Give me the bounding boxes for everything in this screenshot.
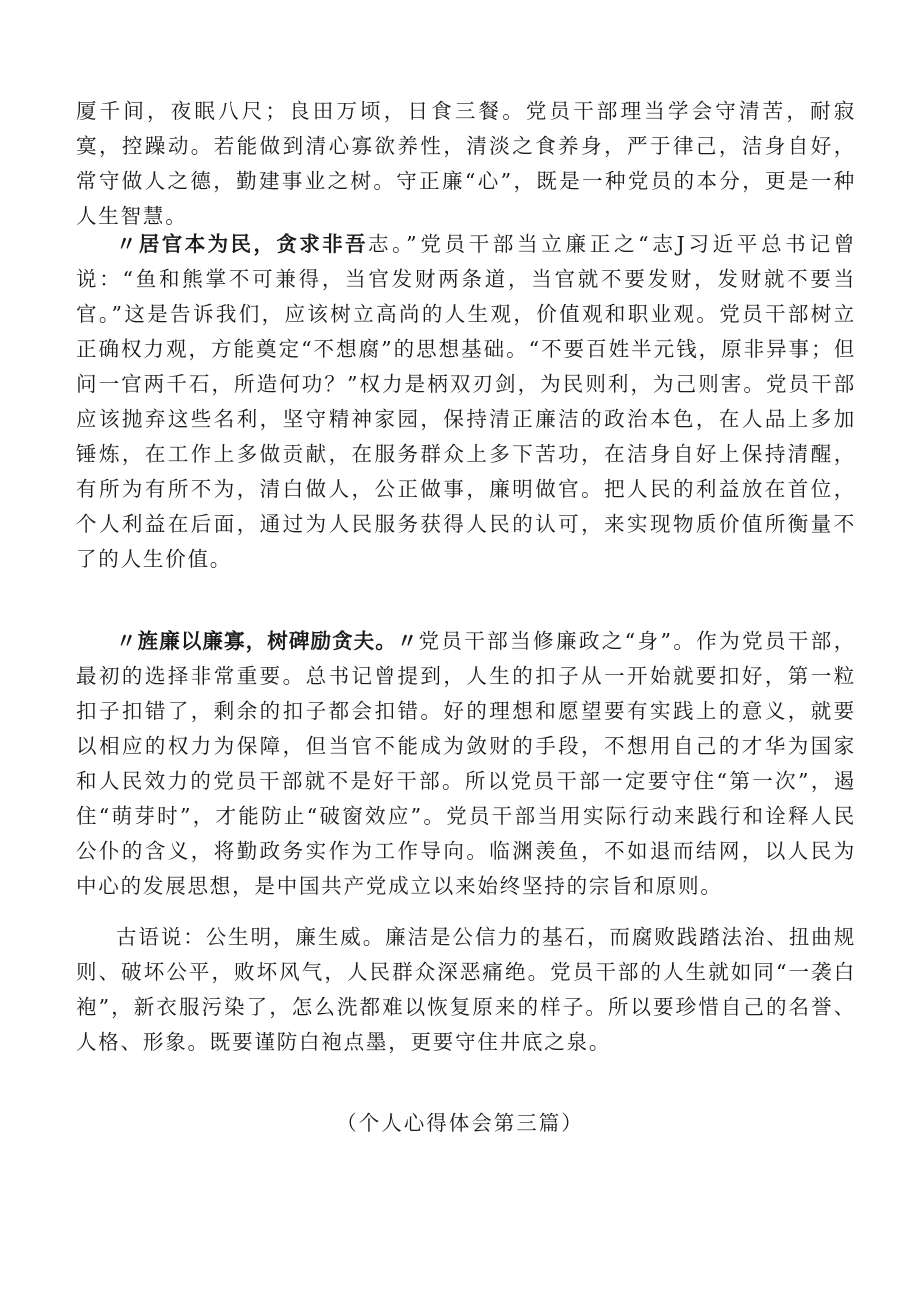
paragraph-2-lead: 〃居官本为民，贪求非吾 xyxy=(116,232,368,256)
paragraph-2-text: 志。”党员干部当立廉正之“志J习近平总书记曾说：“鱼和熊掌不可兼得，当官发财两条道，当官就不要发财，发财就不要当官。”这是告诉我们，应该树立高尚的人生观，价值观和职业观。党员干部树立正确权力观，方能奠定“不想腐”的思想基础。“不要百姓半元钱，原非异事；但问一官两千石，所造何功？”权力是柄双刃剑，为民则利，为己则害。党员干部应该抛弃这些名利，坚守精神家园，保持清正廉洁的政治本色，在人品上多加锤炼，在工作上多做贡献，在服务群众上多下苦功，在洁身自好上保持清醒，有所为有所不为，清白做人，公正做事，廉明做官。把人民的利益放在首位，个人利益在后面，通过为人民服务获得人民的认可，来实现物质价值所衡量不了的人生价值。 xyxy=(76,232,857,571)
paragraph-4-text: 古语说：公生明，廉生威。廉洁是公信力的基石，而腐败践踏法治、扭曲规则、破坏公平，败坏风气，人民群众深恶痛绝。党员干部的人生就如同“一袭白袍”，新衣服污染了，怎么洗都难以恢复原来的样子。所以要珍惜自己的名誉、人格、形象。既要谨防白袍点墨，更要守住井底之泉。 xyxy=(76,925,856,1054)
paragraph-3 xyxy=(76,624,856,904)
paragraph-2 xyxy=(76,227,856,577)
paragraph-1 xyxy=(76,94,856,234)
paragraph-4 xyxy=(76,920,856,1060)
section-title: （个人心得体会第三篇） xyxy=(336,1111,584,1135)
paragraph-3-text: 党员干部当修廉政之“身”。作为党员干部，最初的选择非常重要。总书记曾提到，人生的扣子从一开始就要扣好，第一粒扣子扣错了，剩余的扣子都会扣错。好的理想和愿望要有实践上的意义，就要以相应的权力为保障，但当官不能成为敛财的手段，不想用自己的才华为国家和人民效力的党员干部就不是好干部。所以党员干部一定要守住“第一次”，遏住“萌芽时”，才能防止“破窗效应”。党员干部当用实际行动来践行和诠释人民公仆的含义，将勤政务实作为工作导向。临渊羡鱼，不如退而结网，以人民为中心的发展思想，是中国共产党成立以来始终坚持的宗旨和原则。 xyxy=(76,629,856,898)
paragraph-1-text: 厦千间，夜眠八尺；良田万顷，日食三餐。党员干部理当学会守清苦，耐寂寞，控躁动。若能做到清心寡欲养性，清淡之食养身，严于律己，洁身自好，常守做人之德，勤建事业之树。守正廉“心”，既是一种党员的本分，更是一种人生智慧。 xyxy=(76,99,856,228)
paragraph-3-lead: 〃旌廉以廉寡，树碑励贪夫。〃 xyxy=(116,629,419,653)
